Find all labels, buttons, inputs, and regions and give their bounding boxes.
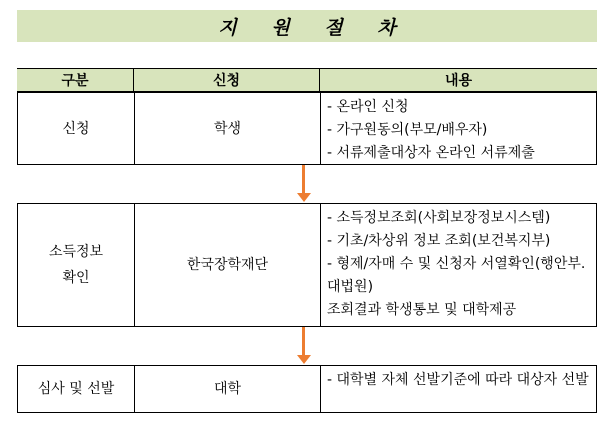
content-line: - 가구원동의(부모/배우자) xyxy=(327,122,488,138)
header-category: 구분 xyxy=(61,73,89,89)
row-content xyxy=(320,204,598,326)
header-content: 내용 xyxy=(319,69,597,91)
row-category: 신청 xyxy=(62,120,90,137)
category-line: 소득정보 xyxy=(48,244,104,260)
table-row-income-check xyxy=(17,203,597,327)
header-applicant: 신청 xyxy=(133,69,319,91)
content-line: - 서류제출대상자 온라인 서류제출 xyxy=(327,145,535,161)
content-line: - 소득정보조회(사회보장정보시스템) xyxy=(327,210,551,226)
row-applicant: 대학 xyxy=(134,366,320,412)
content-line: - 대학별 자체 선발기준에 따라 대상자 선발 xyxy=(327,372,589,388)
title-bar xyxy=(17,10,597,42)
row-category: 심사 및 선발 xyxy=(37,381,115,397)
row-content xyxy=(320,93,598,164)
content-line: - 온라인 신청 xyxy=(327,99,409,115)
arrow-down-icon xyxy=(297,327,311,365)
page-title: 지 원 절 차 xyxy=(218,16,410,39)
row-applicant: 학생 xyxy=(134,93,320,164)
table-row-selection xyxy=(17,365,597,413)
row-applicant: 한국장학재단 xyxy=(134,204,320,326)
row-category xyxy=(18,204,134,326)
content-line: 조회결과 학생통보 및 대학제공 xyxy=(327,302,517,318)
content-line: - 형제/자매 수 및 신청자 서열확인(행안부.대법원) xyxy=(327,256,586,295)
table-header xyxy=(17,68,597,92)
category-line: 확인 xyxy=(62,270,90,286)
arrow-down-icon xyxy=(297,165,311,203)
row-content xyxy=(320,366,598,412)
table-row-apply xyxy=(17,92,597,165)
content-line: - 기초/차상위 정보 조회(보건복지부) xyxy=(327,233,551,249)
